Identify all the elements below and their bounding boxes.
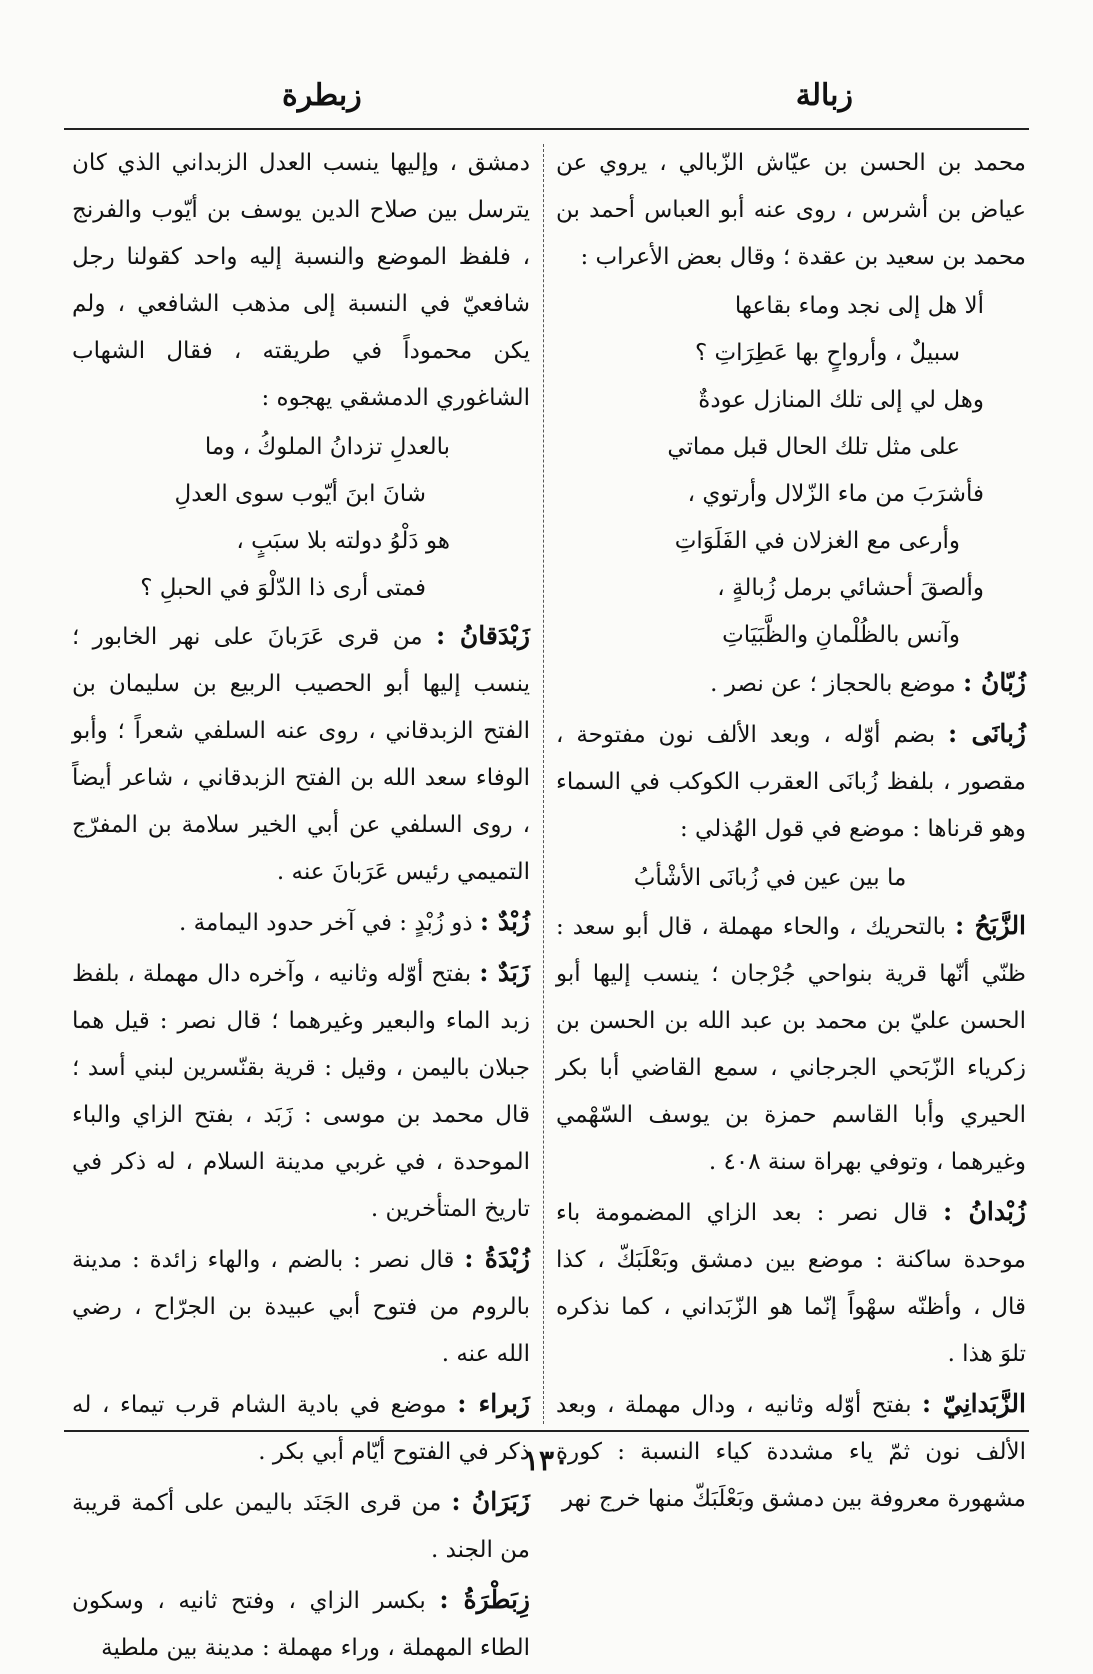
column-divider	[543, 144, 544, 1424]
entry-text: من قرى الجَنَد باليمن على أكمة قريبة من الجند .	[72, 1490, 530, 1563]
entry-continuation: دمشق ، وإليها ينسب العدل الزبداني الذي كان يترسل بين صلاح الدين يوسف بن أيّوب والفرنج ، فلفظ الموضع والنسبة إليه واحد كقولنا رجل شافعيّ في النسبة إلى مذهب الشافعي ، ولم يكن محموداً في طريقته ، فقال الشهاب الشاغوري الدمشقي يهجوه :	[72, 150, 530, 411]
entry-text: بفتح أوّله وثانيه ، ودال مهملة ، وبعد الألف نون ثمّ ياء مشددة كياء النسبة : كورة مشهورة معروفة بين دمشق وبَعْلَبَكّ منها خرج نهر	[556, 1392, 1026, 1512]
verse-line: هو دَلْوُ دولته بلا سبَبٍ ،	[236, 528, 450, 554]
entry-text: موضع في بادية الشام قرب تيماء ، له ذكر في الفتوح أيّام أبي بكر .	[72, 1392, 530, 1465]
headword: زُبْدانُ :	[942, 1197, 1027, 1226]
headword: زَبْدَقانُ :	[435, 621, 531, 650]
entry-text: قال نصر : بعد الزاي المضمومة باء موحدة ساكنة : موضع بين دمشق وبَعْلَبَكّ ، كذا قال ، وأظنّه سهْواً إنّما هو الزّبَداني ، كما نذكره تلوَ هذا .	[556, 1200, 1026, 1367]
entry-text: قال نصر : بالضم ، والهاء زائدة : مدينة بالروم من فتوح أبي عبيدة بن الجرّاح ، رضي الله عنه .	[72, 1247, 530, 1367]
page-number: ١٣٠	[523, 1444, 570, 1477]
verse-line: وألصقَ أحشائي برمل زُبالةٍ ،	[717, 575, 984, 601]
verse-line: شانَ ابنَ أيّوب سوى العدلِ	[174, 481, 426, 507]
running-title-left: زبطرة	[282, 78, 362, 113]
headword: زُبانَى :	[948, 719, 1026, 748]
entry-zabran	[72, 1478, 530, 1574]
headword: زُبْدٌ :	[479, 907, 530, 936]
header-rule	[64, 128, 1029, 130]
verse-line: وآنس بالظُلْمانِ والظَّبَيَاتِ	[722, 622, 960, 648]
headword: زُبّانُ :	[963, 668, 1026, 697]
right-column	[556, 140, 1026, 1525]
verse-line: ما بين عين في زُبانَى الأشْأبُ	[633, 865, 907, 891]
verse-line: ألا هل إلى نجد وماء بقاعها	[734, 293, 984, 319]
headword: الزَّبَدانِيّ :	[921, 1389, 1026, 1418]
verse-zubana	[556, 855, 1026, 902]
verse-line: على مثل تلك الحال قبل مماتي	[667, 434, 960, 460]
headword: زَبَدٌ :	[479, 958, 530, 987]
poem-shaghouri	[72, 424, 530, 612]
entry-zibatra	[72, 1576, 530, 1672]
running-title-right: زبالة	[795, 78, 853, 113]
headword: زَبَرَانُ :	[451, 1487, 530, 1516]
entry-zubana	[556, 710, 1026, 853]
entry-zabdaqan	[72, 612, 530, 896]
entry-zubdan	[556, 1188, 1026, 1378]
footer-rule	[64, 1430, 1029, 1432]
entry-zubda	[72, 1235, 530, 1378]
entry-text: موضع بالحجاز ؛ عن نصر .	[710, 671, 956, 697]
verse-line: سبيلٌ ، وأرواحٍ بها عَطِرَاتِ ؟	[694, 340, 960, 366]
entry-zuban	[556, 659, 1026, 708]
entry-intro: محمد بن الحسن بن عيّاش الزّبالي ، يروي عن عياض بن أشرس ، روى عنه أبو العباس أحمد بن محمد بن سعيد بن عقدة ؛ وقال بعض الأعراب :	[556, 150, 1026, 270]
verse-line: فمتى أرى ذا الدّلْوَ في الحبلِ ؟	[140, 575, 426, 601]
entry-zubd	[72, 898, 530, 947]
entry-text: بفتح أوّله وثانيه ، وآخره دال مهملة ، بلفظ زبد الماء والبعير وغيرهما ؛ قال نصر : قيل هما جبلان باليمن ، وقيل : قرية بقنّسرين لبني أسد ؛ قال محمد بن موسى : زَبَد ، بفتح الزاي والباء الموحدة ، في غربي مدينة السلام ، له ذكر في تاريخ المتأخرين .	[72, 961, 530, 1222]
poem-zubala	[556, 283, 1026, 659]
headword: زُبْدَةُ :	[464, 1244, 530, 1273]
entry-text: بضم أوّله ، وبعد الألف نون مفتوحة ، مقصور ، بلفظ زُبانَى العقرب الكوكب في السماء وهو قرناها : موضع في قول الهُذلي :	[556, 722, 1026, 842]
headword: زَبراء :	[457, 1389, 530, 1418]
entry-text: من قرى عَرَبانَ على نهر الخابور ؛ ينسب إليها أبو الحصيب الربيع بن سليمان بن الفتح الزبدقاني ، روى عنه السلفي شعراً ؛ وأبو الوفاء سعد الله بن الفتح الزبدقاني ، شاعر أيضاً ، روى السلفي عن أبي الخير سلامة بن المفرّج التميمي رئيس عَرَبانَ عنه .	[72, 624, 530, 885]
entry-text: ذو زُبْدٍ : في آخر حدود اليمامة .	[179, 910, 473, 936]
headword: الزَّبَحُ :	[954, 911, 1027, 940]
verse-line: فأشرَبَ من ماء الزّلال وأرتوي ،	[687, 481, 984, 507]
entry-zabad	[72, 949, 530, 1233]
entry-text: بالتحريك ، والحاء مهملة ، قال أبو سعد : ظنّي أنّها قرية بنواحي جُرْجان ؛ ينسب إليها أبو الحسن عليّ بن محمد بن عبد الله بن الحسن بن زكرياء الزّبَحي الجرجاني ، سمع القاضي أبا بكر الحيري وأبا القاسم حمزة بن يوسف السّهْمي وغيرهما ، وتوفي بهراة سنة ٤٠٨ .	[556, 914, 1026, 1175]
verse-line: بالعدلِ تزدانُ الملوكُ ، وما	[204, 434, 450, 460]
entry-zabah	[556, 902, 1026, 1186]
entry-text: بكسر الزاي ، وفتح ثانيه ، وسكون الطاء المهملة ، وراء مهملة : مدينة بين ملطية	[72, 1588, 530, 1661]
headword: زِبَطْرَةُ :	[439, 1585, 530, 1614]
page-header	[64, 78, 1029, 122]
verse-line: وأرعى مع الغزلان في الفَلَوَاتِ	[674, 528, 960, 554]
verse-line: وهل لي إلى تلك المنازل عودةٌ	[698, 387, 984, 413]
